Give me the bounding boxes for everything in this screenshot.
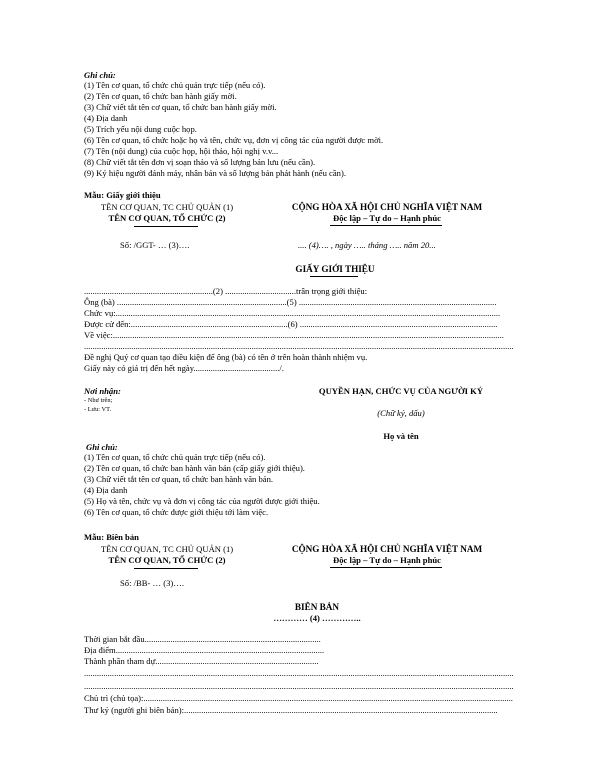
note2-item: (6) Tên cơ quan, tổ chức được giới thiệu tới làm việc.: [84, 507, 269, 517]
form2-body-line: Chủ trì (chủ tọa):............................................................................................................................................................................: [84, 693, 513, 703]
form2-body-line: Thư ký (người ghi biên bản):..................................................................................................................................................: [84, 705, 498, 715]
note2-item: (5) Họ và tên, chức vụ và đơn vị công tác của người được giới thiệu.: [84, 496, 320, 506]
note2-item: (2) Tên cơ quan, tổ chức ban hành văn bản (cấp giấy giới thiệu).: [84, 463, 305, 473]
note1-title: Ghi chú:: [84, 70, 116, 80]
form1-title: GIẤY GIỚI THIỆU: [295, 264, 375, 274]
form1-body-line: Được cử đến:.........................................................................(6) ............................................................................................: [84, 319, 498, 329]
form2-body-line: ........................................................................................................................................................................................................: [84, 681, 514, 691]
note2-title: Ghi chú:: [86, 442, 118, 452]
note1-item: (8) Chữ viết tắt tên đơn vị soạn thảo và số lượng bản lưu (nếu cần).: [84, 157, 316, 167]
form1-recipient: - Lưu: VT.: [84, 406, 112, 413]
form2-country: CỘNG HÒA XÃ HỘI CHỦ NGHĨA VIỆT NAM: [291, 544, 483, 554]
note1-item: (1) Tên cơ quan, tổ chức chủ quản trực tiếp (nếu có).: [84, 80, 266, 90]
form1-body-line: Đề nghị Quý cơ quan tạo điều kiện để ông (bà) có tên ở trên hoàn thành nhiệm vụ.: [84, 352, 368, 362]
form1-body-line: ........................................................................................................................................................................................................: [84, 341, 514, 351]
note1-item: (6) Tên cơ quan, tổ chức hoặc họ và tên, chức vụ, đơn vị công tác của người được mời.: [84, 135, 384, 145]
form2-label: Mẫu: Biên bản: [84, 532, 139, 542]
form2-org-underline: [134, 568, 198, 569]
form1-body-line: Về việc:......................................................................................................................................................................................: [84, 330, 504, 340]
form2-body-line: ........................................................................................................................................................................................................: [84, 668, 514, 678]
form1-body-line: Chức vụ:...................................................................................................................................................................................: [84, 308, 501, 318]
form2-motto-underline: [330, 567, 442, 568]
form1-recipient: - Như trên;: [84, 397, 113, 404]
form1-signer-sign: (Chữ ký, dấu): [377, 408, 425, 418]
form1-signer-name: Họ và tên: [383, 431, 419, 441]
form1-org-name: TÊN CƠ QUAN, TỔ CHỨC (2): [108, 213, 226, 223]
form1-motto-underline: [330, 225, 442, 226]
note2-item: (4) Địa danh: [84, 485, 128, 495]
form1-org-parent: TÊN CƠ QUAN, TC CHỦ QUẢN (1): [100, 202, 234, 212]
note1-item: (3) Chữ viết tắt tên cơ quan, tổ chức ban hành giấy mời.: [84, 102, 277, 112]
form2-body-line: Địa điểm.................................................................................................: [84, 645, 325, 655]
form1-body-line: Ông (bà) ...............................................................................(5) ............................................................................................: [84, 297, 497, 307]
note1-item: (7) Tên (nội dung) của cuộc họp, hội thảo, hội nghị v.v...: [84, 146, 279, 156]
form1-motto: Độc lập – Tự do – Hạnh phúc: [333, 213, 441, 223]
note1-item: (2) Tên cơ quan, tổ chức ban hành giấy mời.: [84, 91, 237, 101]
form2-number: Số: /BB- … (3)….: [120, 578, 184, 588]
form2-subtitle: ………… (4) …………..: [273, 613, 361, 623]
form1-country: CỘNG HÒA XÃ HỘI CHỦ NGHĨA VIỆT NAM: [291, 202, 483, 212]
note1-item: (5) Trích yếu nội dung cuộc họp.: [84, 124, 197, 134]
form1-label: Mẫu: Giấy giới thiệu: [84, 190, 161, 200]
form1-org-underline: [134, 226, 198, 227]
form1-body-line: Giấy này có giá trị đến hết ngày......................................../.: [84, 363, 284, 373]
note2-item: (1) Tên cơ quan, tổ chức chủ quản trực tiếp (nếu có).: [84, 452, 266, 462]
form2-org-parent: TÊN CƠ QUAN, TC CHỦ QUẢN (1): [100, 544, 234, 554]
note1-item: (4) Địa danh: [84, 113, 128, 123]
form2-org-name: TÊN CƠ QUAN, TỔ CHỨC (2): [108, 555, 226, 565]
form1-title-underline: [310, 276, 358, 277]
form2-body-line: Thành phần tham dự............................................................................: [84, 656, 319, 666]
form2-title: BIÊN BẢN: [294, 602, 340, 612]
note1-item: (9) Ký hiệu người đánh máy, nhân bản và số lượng bản phát hành (nếu cần).: [84, 168, 346, 178]
form1-signer-authority: QUYỀN HẠN, CHỨC VỤ CỦA NGƯỜI KÝ: [318, 386, 484, 396]
form1-number: Số: /GGT- … (3)….: [120, 240, 190, 250]
form2-body-line: Thời gian bắt đầu..................................................................................: [84, 634, 321, 644]
form1-body-line: ............................................................(2) .................................trân trọng giới thiệu:: [84, 286, 368, 296]
form2-motto: Độc lập – Tự do – Hạnh phúc: [333, 555, 441, 565]
note2-item: (3) Chữ viết tắt tên cơ quan, tổ chức ban hành văn bản.: [84, 474, 274, 484]
form1-recipients-title: Nơi nhận:: [84, 386, 121, 396]
form1-date: .... (4)…. , ngày ….. tháng ….. năm 20...: [298, 240, 436, 250]
